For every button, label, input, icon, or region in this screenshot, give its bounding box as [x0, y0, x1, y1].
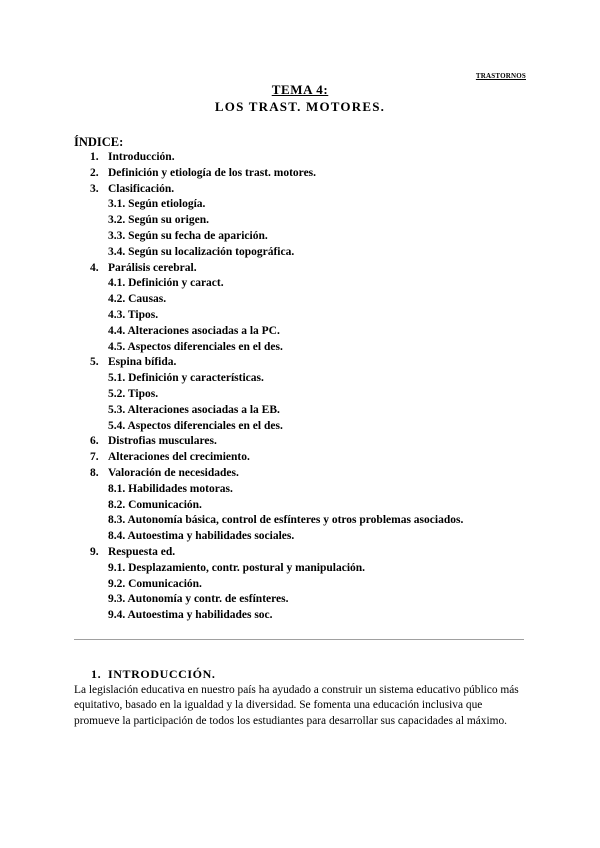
toc-item-text: Clasificación.: [108, 182, 175, 195]
toc-item-text: 3.3. Según su fecha de aparición.: [108, 229, 268, 242]
toc-item-text: Parálisis cerebral.: [108, 261, 197, 274]
toc-subitem: [90, 245, 463, 261]
toc-item-text: Alteraciones del crecimiento.: [108, 451, 250, 464]
toc-item: [90, 355, 463, 371]
toc-item-number: 4.: [90, 261, 99, 274]
toc-item: [90, 450, 463, 466]
toc-subitem: [90, 197, 463, 213]
toc-item-text: 4.2. Causas.: [108, 293, 167, 306]
toc-subitem: [90, 498, 463, 514]
toc-item-number: 5.: [90, 356, 99, 369]
toc-item-text: Valoración de necesidades.: [108, 466, 239, 479]
toc-item-text: 9.3. Autonomía y contr. de esfínteres.: [108, 593, 289, 606]
toc-item: [90, 150, 463, 166]
toc-item-number: 9.: [90, 545, 99, 558]
toc-item-text: Introducción.: [108, 151, 175, 163]
toc-item-text: 8.4. Autoestima y habilidades sociales.: [108, 530, 295, 543]
toc-item-text: 5.4. Aspectos diferenciales en el des.: [108, 419, 283, 432]
toc-item: [90, 434, 463, 450]
toc-item-text: Respuesta ed.: [108, 545, 176, 558]
toc-item: [90, 182, 463, 198]
toc-item-number: 7.: [90, 451, 99, 464]
toc-item: [90, 466, 463, 482]
toc-item-text: 3.1. Según etiología.: [108, 198, 206, 211]
toc-item-number: 6.: [90, 435, 99, 448]
toc-subitem: [90, 529, 463, 545]
toc-subitem: [90, 419, 463, 435]
toc-item-number: 8.: [90, 466, 99, 479]
topic-title: LOS TRAST. MOTORES.: [214, 99, 386, 114]
title-block: [0, 82, 600, 116]
toc-item: [90, 261, 463, 277]
toc-item-text: 3.4. Según su localización topográfica.: [108, 245, 295, 258]
toc-item-text: 4.3. Tipos.: [108, 308, 159, 321]
toc-subitem: [90, 324, 463, 340]
toc-item-text: Espina bífida.: [108, 356, 177, 369]
toc-item-text: 4.4. Alteraciones asociadas a la PC.: [108, 324, 280, 337]
table-of-contents: [90, 150, 463, 624]
toc-item-text: 5.3. Alteraciones asociadas a la EB.: [108, 403, 280, 416]
index-heading: ÍNDICE:: [74, 135, 124, 149]
toc-item-text: 5.1. Definición y características.: [108, 372, 264, 385]
toc-subitem: [90, 577, 463, 593]
toc-subitem: [90, 229, 463, 245]
toc-subitem: [90, 482, 463, 498]
section-title: INTRODUCCIÓN.: [108, 667, 216, 681]
toc-item-text: 9.2. Comunicación.: [108, 577, 202, 590]
topic-number: TEMA 4:: [271, 82, 329, 97]
toc-item-text: 8.1. Habilidades motoras.: [108, 482, 233, 495]
toc-subitem: [90, 213, 463, 229]
toc-item-text: 4.1. Definición y caract.: [108, 277, 224, 290]
toc-item-number: 2.: [90, 166, 99, 179]
toc-item-number: 3.: [90, 182, 99, 195]
toc-subitem: [90, 387, 463, 403]
toc-subitem: [90, 292, 463, 308]
toc-subitem: [90, 561, 463, 577]
toc-item-text: Definición y etiología de los trast. motores.: [108, 166, 317, 179]
section-body: La legislación educativa en nuestro país ha ayudado a construir un sistema educativo público más equitativo, basado en la igualdad y la diversidad. Se fomenta una educación inclusiva que promueve la participación de todos los estudiantes para desarrollar sus capacidades al máximo.: [74, 684, 519, 727]
toc-item-text: 3.2. Según su origen.: [108, 214, 209, 227]
toc-subitem: [90, 371, 463, 387]
toc-item-text: 9.4. Autoestima y habilidades soc.: [108, 609, 273, 622]
toc-item-text: 9.1. Desplazamiento, contr. postural y manipulación.: [108, 561, 366, 574]
toc-item-number: 1.: [90, 151, 99, 163]
toc-subitem: [90, 513, 463, 529]
toc-item: [90, 166, 463, 182]
section-heading: [91, 666, 215, 682]
toc-subitem: [90, 608, 463, 624]
toc-item-text: Distrofias musculares.: [108, 435, 217, 448]
toc-subitem: [90, 276, 463, 292]
toc-subitem: [90, 592, 463, 608]
toc-item-text: 8.2. Comunicación.: [108, 498, 202, 511]
toc-item: [90, 545, 463, 561]
toc-item-text: 8.3. Autonomía básica, control de esfínteres y otros problemas asociados.: [108, 514, 464, 527]
toc-item-text: 4.5. Aspectos diferenciales en el des.: [108, 340, 283, 353]
toc-subitem: [90, 403, 463, 419]
toc-item-text: 5.2. Tipos.: [108, 387, 159, 400]
section-number: 1.: [91, 667, 102, 681]
toc-subitem: [90, 340, 463, 356]
toc-subitem: [90, 308, 463, 324]
divider: [74, 639, 524, 640]
header-tag: TRASTORNOS: [475, 72, 526, 80]
